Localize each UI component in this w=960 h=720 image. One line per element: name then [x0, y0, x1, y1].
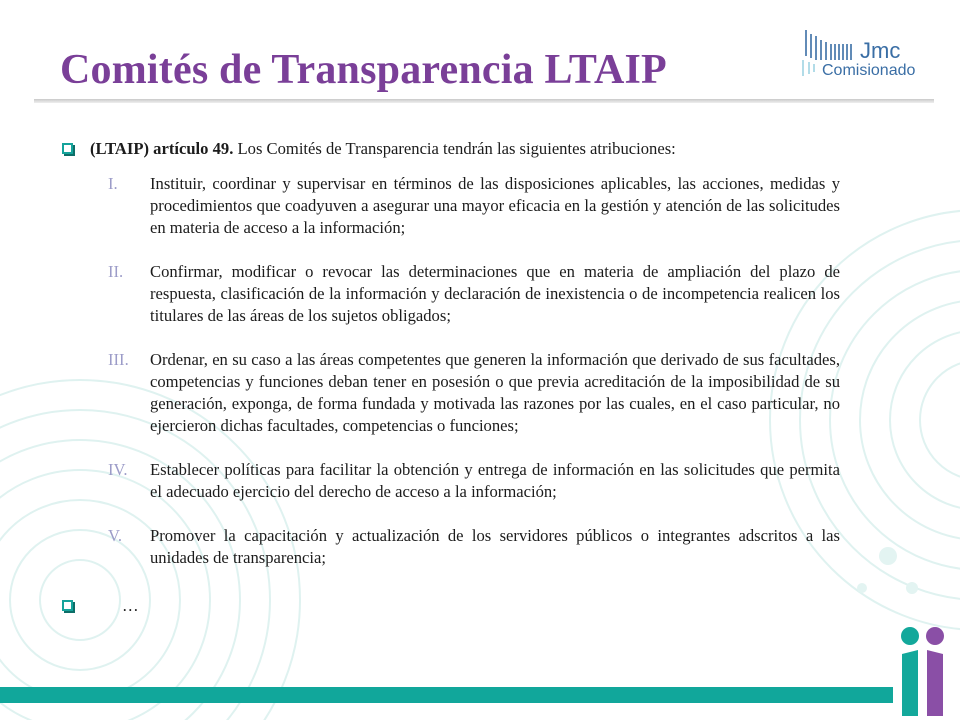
logo-subtitle: Comisionado [822, 62, 916, 79]
page-title: Comités de Transparencia LTAIP [60, 47, 667, 93]
trailing-bullet [60, 595, 840, 617]
list-item [60, 525, 840, 569]
item-numeral: IV. [108, 460, 128, 479]
intro-label: (LTAIP) artículo 49. [90, 139, 234, 158]
ellipsis: … [122, 596, 139, 615]
list-item [60, 261, 840, 327]
item-numeral: V. [108, 526, 122, 545]
item-numeral: III. [108, 350, 129, 369]
item-numeral: I. [108, 174, 118, 193]
item-text: Ordenar, en su caso a las áreas competentes que generen la información que derivado de sus facultades, competencias y funciones deban tener en posesión o que previa acreditación de la imposibilidad de su generación, exponga, de forma fundada y motivada las razones por las cuales, en el caso particular, no ejercieron dichas facultades, competencias o funciones; [150, 350, 840, 435]
title-divider [34, 99, 934, 103]
item-numeral: II. [108, 262, 124, 281]
list-item [60, 349, 840, 437]
logo-name: Jmc [860, 38, 901, 63]
intro-text: Los Comités de Transparencia tendrán las siguientes atribuciones: [233, 139, 676, 158]
intro-paragraph [60, 138, 840, 160]
item-text: Instituir, coordinar y supervisar en términos de las disposiciones aplicables, las acciones, medidas y procedimientos que coadyuven a asegurar una mayor eficacia en la gestión y atención de las solicitudes en materia de acceso a la información; [150, 174, 840, 237]
square-bullet-icon [62, 600, 73, 611]
jmc-comisionado-logo [800, 26, 930, 82]
bottom-accent-band [0, 687, 893, 703]
list-item [60, 173, 840, 239]
item-text: Promover la capacitación y actualización de los servidores públicos o integrantes adscritos a las unidades de transparencia; [150, 526, 840, 567]
item-text: Establecer políticas para facilitar la obtención y entrega de información en las solicitudes que permita el adecuado ejercicio del derecho de acceso a la información; [150, 460, 840, 501]
item-text: Confirmar, modificar o revocar las determinaciones que en materia de ampliación del plazo de respuesta, clasificación de la información y declaración de inexistencia o de incompetencia realicen los titulares de las áreas de los sujetos obligados; [150, 262, 840, 325]
slide-content [60, 138, 840, 617]
square-bullet-icon [62, 143, 73, 154]
list-item [60, 459, 840, 503]
ii-logo-icon [895, 620, 955, 720]
